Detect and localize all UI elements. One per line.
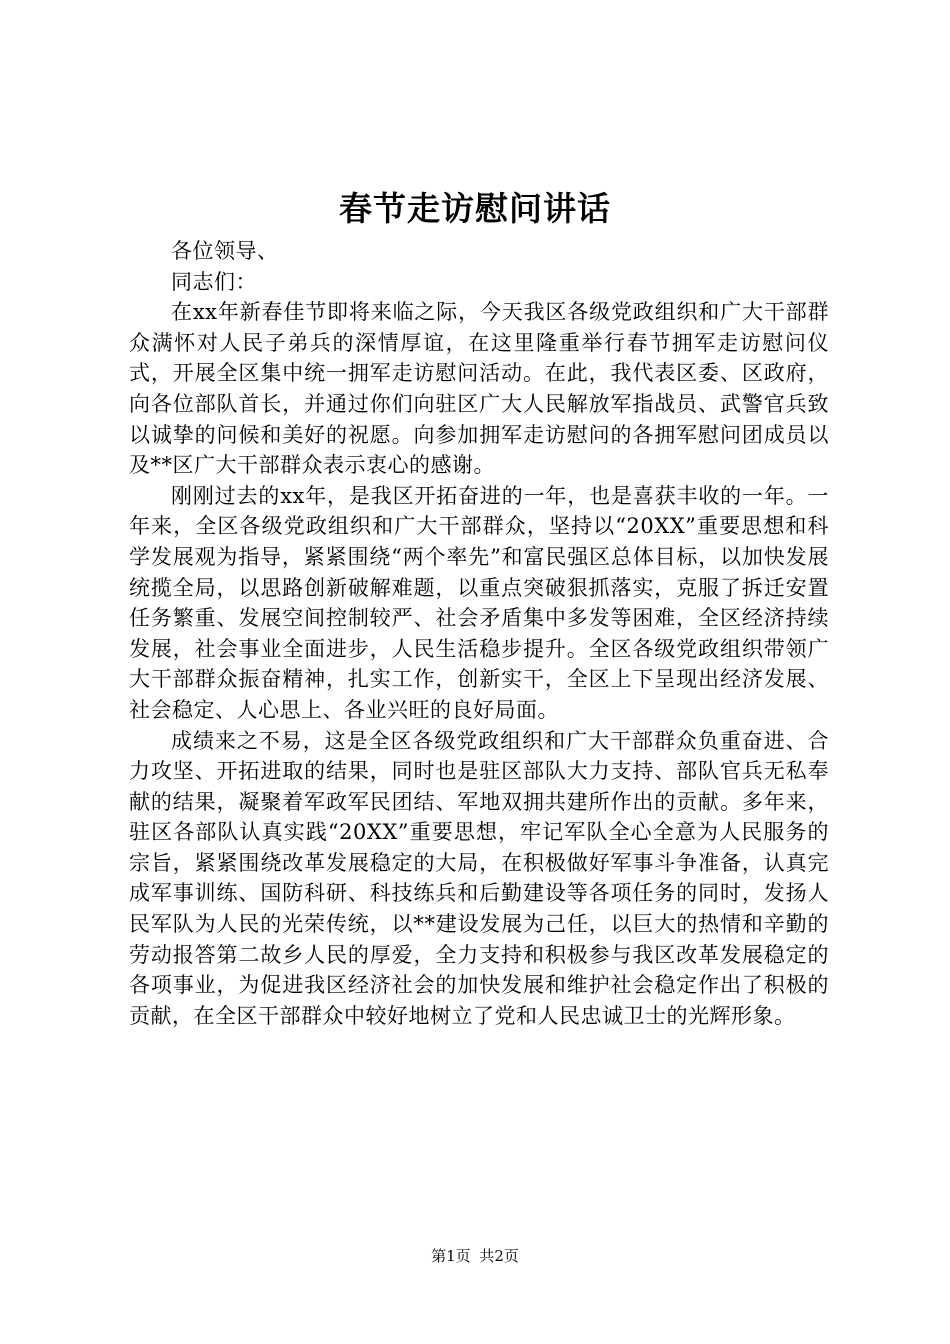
body-paragraph: 成绩来之不易，这是全区各级党政组织和广大干部群众负重奋进、合力攻坚、开拓进取的结果，同时也是驻区部队大力支持、部队官兵无私奉献的结果，凝聚着军政军民团结、军地双拥共建所作出的贡献。多年来，驻区各部队认真实践“20XX”重要思想，牢记军队全心全意为人民服务的宗旨，紧紧围绕改革发展稳定的大局，在积极做好军事斗争准备，认真完成军事训练、国防科研、科技练兵和后勤建设等各项任务的同时，发扬人民军队为人民的光荣传统，以**建设发展为己任，以巨大的热情和辛勤的劳动报答第二故乡人民的厚爱，全力支持和积极参与我区改革发展稳定的各项事业，为促进我区经济社会的加快发展和维护社会稳定作出了积极的贡献，在全区干部群众中较好地树立了党和人民忠诚卫士的光辉形象。 xyxy=(129,728,829,1028)
page-total: 共2页 xyxy=(479,1247,519,1265)
page-title: 春节走访慰问讲话 xyxy=(339,189,611,228)
document-body xyxy=(129,236,829,1031)
salutation-comrades: 同志们： xyxy=(171,269,257,294)
page-footer xyxy=(0,1245,950,1267)
body-paragraph: 刚刚过去的xx年，是我区开拓奋进的一年，也是喜获丰收的一年。一年来，全区各级党政组织和广大干部群众，坚持以“20XX”重要思想和科学发展观为指导，紧紧围绕“两个率先”和富民强区总体目标，以加快发展统揽全局，以思路创新破解难题，以重点突破狠抓落实，克服了拆迁安置任务繁重、发展空间控制较严、社会矛盾集中多发等困难，全区经济持续发展，社会事业全面进步，人民生活稳步提升。全区各级党政组织带领广大干部群众振奋精神，扎实工作，创新实干，全区上下呈现出经济发展、社会稳定、人心思上、各业兴旺的良好局面。 xyxy=(129,483,829,722)
body-paragraph: 在xx年新春佳节即将来临之际，今天我区各级党政组织和广大干部群众满怀对人民子弟兵的深情厚谊，在这里隆重举行春节拥军走访慰问仪式，开展全区集中统一拥军走访慰问活动。在此，我代表区委、区政府，向各位部队首长，并通过你们向驻区广大人民解放军指战员、武警官兵致以诚挚的问候和美好的祝愿。向参加拥军走访慰问的各拥军慰问团成员以及**区广大干部群众表示衷心的感谢。 xyxy=(129,300,829,478)
page-number: 第1页 xyxy=(431,1247,471,1265)
salutation-leaders: 各位领导、 xyxy=(171,239,279,263)
